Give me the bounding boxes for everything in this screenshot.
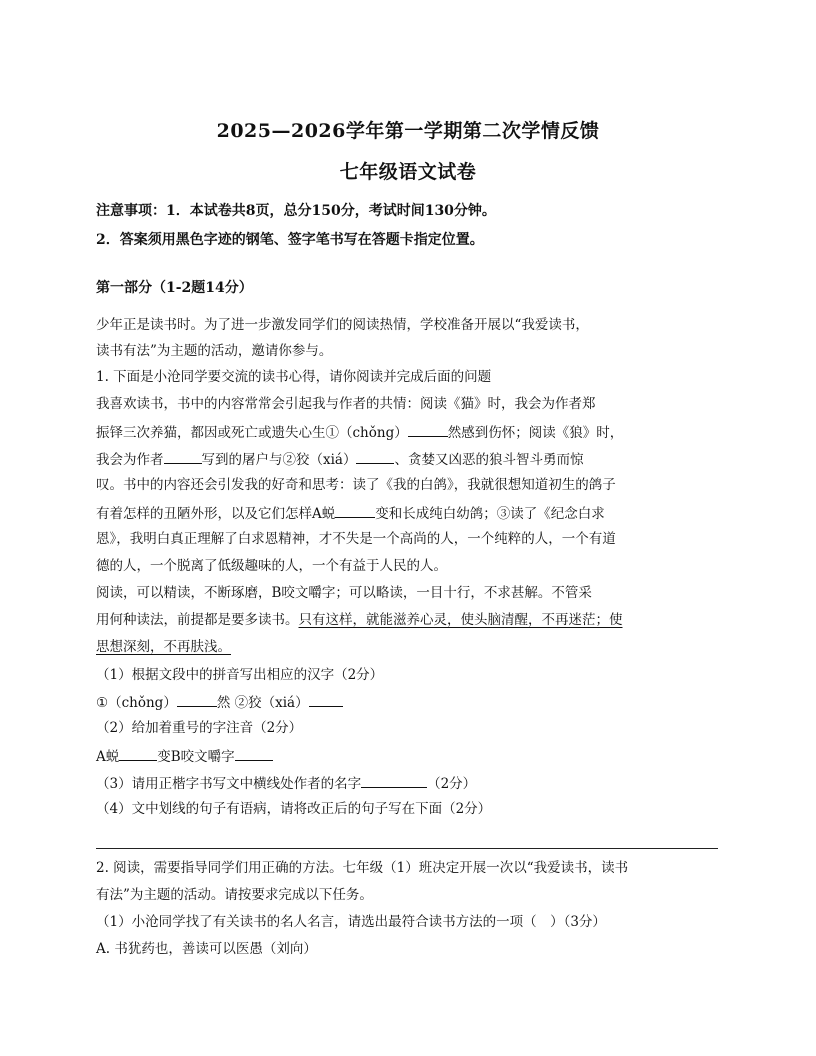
- subquestion-3-text: （3）请用正楷字书写文中横线处作者的名字: [96, 776, 362, 792]
- passage-line-3-part-b: 写到的屠户与②狡（xiá）: [201, 452, 357, 468]
- sub1-label-a: ①（chǒng）: [96, 695, 177, 711]
- sub4-answer-line[interactable]: [96, 848, 718, 849]
- passage-line-5-part-a: 有着怎样的丑陋外形，以及它们怎样A蜕: [96, 506, 336, 522]
- passage-line-5-part-b: 变和长成纯白幼鸽；③读了《纪念白求: [375, 506, 605, 522]
- subquestion-1: （1）根据文段中的拼音写出相应的汉字（2分）: [96, 667, 384, 683]
- passage-line-3: [96, 449, 583, 469]
- question-2-option-a: A. 书犹药也，善读可以医愚（刘向）: [96, 941, 317, 957]
- passage-line-2-part-a: 振铎三次养猫，都因或死亡或遗失心生①（chǒng）: [96, 425, 408, 441]
- answer-blank-2[interactable]: [356, 449, 394, 464]
- exam-subtitle: 七年级语文试卷: [339, 161, 477, 183]
- underlined-sentence-part-2: 思想深刻，不再肤浅。: [96, 639, 231, 655]
- intro-line-1: 少年正是读书时。为了进一步激发同学们的阅读热情，学校准备开展以“我爱读书，: [96, 317, 589, 333]
- passage-line-9-part-a: 用何种读法，前提都是要多读书。: [96, 612, 299, 628]
- sub3-answer-blank[interactable]: [361, 773, 427, 788]
- subquestion-2-answer-row: [96, 746, 273, 766]
- passage-line-5: [96, 503, 605, 523]
- passage-line-1: 我喜欢读书，书中的内容常常会引起我与作者的共情：阅读《猫》时，我会为作者郑: [96, 396, 596, 412]
- passage-line-3-part-a: 我会为作者: [96, 452, 164, 468]
- question-1-stem: 1. 下面是小沧同学要交流的读书心得，请你阅读并完成后面的问题: [96, 369, 492, 385]
- intro-line-2: 读书有法”为主题的活动，邀请你参与。: [96, 343, 333, 359]
- part1-heading: 第一部分（1-2题14分）: [96, 280, 253, 296]
- sub1-answer-blank-a[interactable]: [177, 692, 217, 707]
- passage-line-3-part-c: 、贪婪又凶恶的狼斗智斗勇而惊: [394, 452, 584, 468]
- answer-blank-1[interactable]: [408, 422, 448, 437]
- answer-blank-3[interactable]: [335, 503, 375, 518]
- sub1-label-b: 然 ②狡（xiá）: [216, 695, 309, 711]
- subquestion-1-answer-row: [96, 692, 343, 712]
- subquestion-3-score: （2分）: [427, 776, 477, 792]
- sub1-answer-blank-b[interactable]: [309, 692, 343, 707]
- passage-line-7: 德的人，一个脱离了低级趣味的人，一个有益于人民的人。: [96, 558, 447, 574]
- exam-title: 2025—2026学年第一学期第二次学情反馈: [216, 120, 600, 142]
- sub2-label-b: 变B咬文嚼字: [157, 749, 235, 765]
- sub2-label-a: A蜕: [96, 749, 120, 765]
- notice-line-2: 2．答案须用黑色字迹的钢笔、签字笔书写在答题卡指定位置。: [96, 232, 484, 248]
- sub2-answer-blank-a[interactable]: [119, 746, 157, 761]
- passage-line-4: 叹。书中的内容还会引发我的好奇和思考：读了《我的白鸽》，我就很想知道初生的鸽子: [96, 477, 616, 493]
- passage-line-9: [96, 611, 623, 629]
- underlined-sentence-part-1: 只有这样，就能滋养心灵，使头脑清醒，不再迷茫；使: [298, 612, 623, 628]
- author-name-blank[interactable]: [164, 449, 202, 464]
- question-2-stem-line-1: 2. 阅读，需要指导同学们用正确的方法。七年级（1）班决定开展一次以“我爱读书，读书: [96, 860, 629, 876]
- subquestion-2: （2）给加着重号的字注音（2分）: [96, 720, 303, 736]
- question-2-subquestion-1: （1）小沧同学找了有关读书的名人名言，请选出最符合读书方法的一项（ ）（3分）: [96, 914, 606, 930]
- passage-line-2-part-b: 然感到伤怀；阅读《狼》时，: [447, 425, 624, 441]
- subquestion-3: [96, 773, 476, 793]
- subquestion-4: （4）文中划线的句子有语病，请将改正后的句子写在下面（2分）: [96, 801, 492, 817]
- sub2-answer-blank-b[interactable]: [235, 746, 273, 761]
- question-2-stem-line-2: 有法”为主题的活动。请按要求完成以下任务。: [96, 887, 373, 903]
- notice-line-1: 注意事项：1．本试卷共8页，总分150分，考试时间130分钟。: [96, 203, 496, 219]
- passage-line-2: [96, 422, 623, 442]
- passage-line-8: 阅读，可以精读，不断琢磨，B咬文嚼字；可以略读，一目十行，不求甚解。不管采: [96, 585, 592, 601]
- passage-line-6: 恩》，我明白真正理解了白求恩精神，才不失是一个高尚的人，一个纯粹的人，一个有道: [96, 531, 616, 547]
